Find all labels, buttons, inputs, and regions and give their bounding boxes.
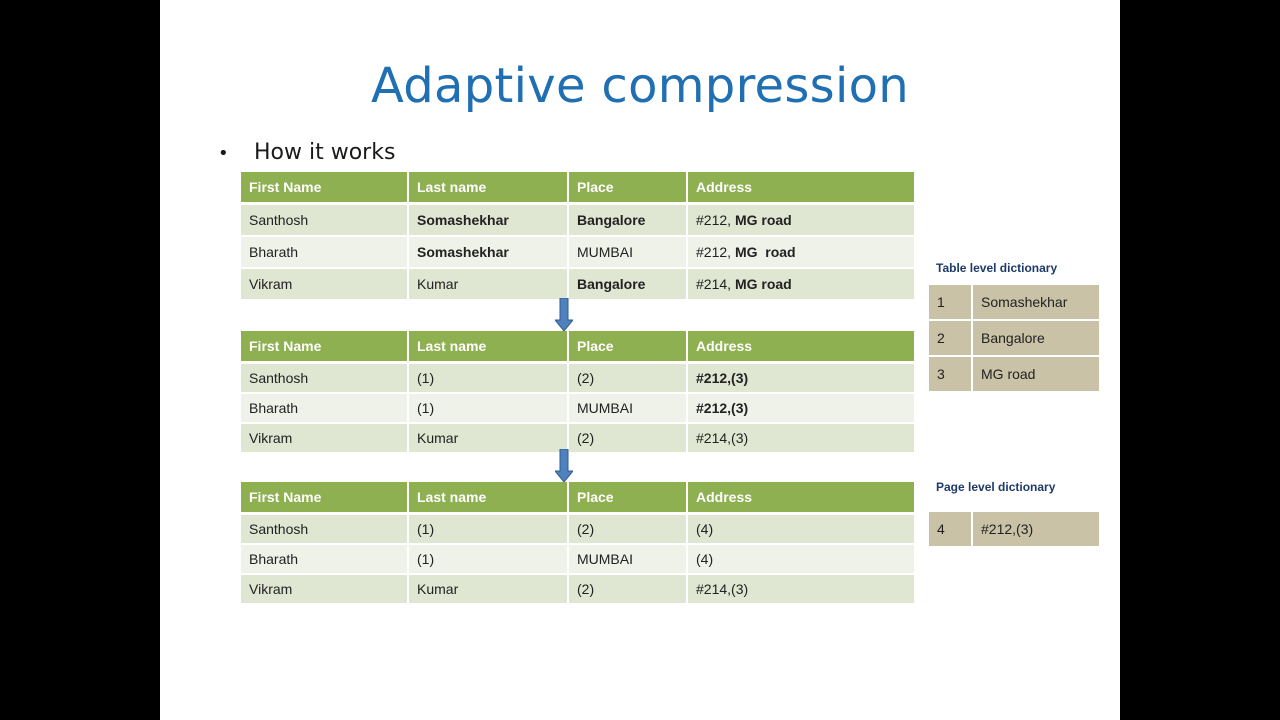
table-dictionary-label: Table level dictionary bbox=[936, 261, 1058, 275]
address-street: MG road bbox=[734, 212, 792, 228]
dictionary-value: MG road bbox=[973, 357, 1099, 391]
dictionary-row bbox=[929, 512, 1099, 546]
table-cell: Somashekhar bbox=[409, 237, 567, 269]
slide bbox=[160, 0, 1120, 720]
table-header-row bbox=[241, 172, 914, 205]
table-cell: Bangalore bbox=[569, 269, 686, 301]
column-header: Place bbox=[569, 482, 686, 515]
table-cell: (1) bbox=[409, 545, 567, 575]
table-header-row bbox=[241, 482, 914, 515]
address-street: MG road bbox=[734, 244, 796, 260]
dictionary-value: #212,(3) bbox=[973, 512, 1099, 546]
table-row bbox=[241, 394, 914, 424]
column-header: First Name bbox=[241, 172, 407, 205]
table-cell: (2) bbox=[569, 575, 686, 605]
column-header: First Name bbox=[241, 331, 407, 364]
bullet-dot-icon: • bbox=[218, 143, 229, 164]
table-cell: Kumar bbox=[409, 575, 567, 605]
column-header: Address bbox=[688, 482, 914, 515]
table-cell: (4) bbox=[688, 545, 914, 575]
dictionary-row bbox=[929, 285, 1099, 319]
down-arrow-icon bbox=[555, 298, 573, 332]
table-row bbox=[241, 424, 914, 454]
original-table bbox=[239, 172, 916, 301]
table-cell: Kumar bbox=[409, 424, 567, 454]
column-header: Address bbox=[688, 172, 914, 205]
column-header: Place bbox=[569, 172, 686, 205]
bullet-item bbox=[218, 140, 395, 165]
table-cell: Bharath bbox=[241, 237, 407, 269]
table-cell bbox=[688, 269, 914, 301]
dictionary-row bbox=[929, 321, 1099, 355]
address-number: #214, bbox=[696, 276, 735, 292]
column-header: First Name bbox=[241, 482, 407, 515]
table-cell: Vikram bbox=[241, 575, 407, 605]
table-row bbox=[241, 545, 914, 575]
dictionary-value: Bangalore bbox=[973, 321, 1099, 355]
dictionary-key: 1 bbox=[929, 285, 971, 319]
table-cell bbox=[688, 237, 914, 269]
page-level-compressed-table bbox=[239, 482, 916, 605]
column-header: Place bbox=[569, 331, 686, 364]
table-row bbox=[241, 269, 914, 301]
address-number: #212, bbox=[696, 244, 735, 260]
table-cell: (1) bbox=[409, 394, 567, 424]
table-cell: Santhosh bbox=[241, 515, 407, 545]
table-row bbox=[241, 575, 914, 605]
address-number: #212, bbox=[696, 212, 735, 228]
column-header: Last name bbox=[409, 331, 567, 364]
page-dictionary bbox=[927, 510, 1101, 548]
page-dictionary-label: Page level dictionary bbox=[936, 480, 1056, 494]
dictionary-key: 2 bbox=[929, 321, 971, 355]
table-row bbox=[241, 364, 914, 394]
table-row bbox=[241, 237, 914, 269]
table-row bbox=[241, 205, 914, 237]
table-cell: (2) bbox=[569, 364, 686, 394]
table-cell: MUMBAI bbox=[569, 394, 686, 424]
table-cell: Somashekhar bbox=[409, 205, 567, 237]
slide-title: Adaptive compression bbox=[370, 58, 910, 114]
dictionary-key: 4 bbox=[929, 512, 971, 546]
table-cell: Santhosh bbox=[241, 205, 407, 237]
table-cell: (2) bbox=[569, 515, 686, 545]
table-cell: Bangalore bbox=[569, 205, 686, 237]
table-cell: #212,(3) bbox=[688, 364, 914, 394]
table-header-row bbox=[241, 331, 914, 364]
table-cell: Bharath bbox=[241, 545, 407, 575]
table-cell: (1) bbox=[409, 364, 567, 394]
address-street: MG road bbox=[734, 276, 792, 292]
table-cell: (4) bbox=[688, 515, 914, 545]
table-dictionary bbox=[927, 283, 1101, 393]
column-header: Address bbox=[688, 331, 914, 364]
table-cell: #214,(3) bbox=[688, 575, 914, 605]
table-cell: #212,(3) bbox=[688, 394, 914, 424]
column-header: Last name bbox=[409, 172, 567, 205]
dictionary-row bbox=[929, 357, 1099, 391]
table-cell: (1) bbox=[409, 515, 567, 545]
table-cell: Vikram bbox=[241, 424, 407, 454]
table-cell: #214,(3) bbox=[688, 424, 914, 454]
table-cell: (2) bbox=[569, 424, 686, 454]
table-cell bbox=[688, 205, 914, 237]
dictionary-value: Somashekhar bbox=[973, 285, 1099, 319]
table-cell: Vikram bbox=[241, 269, 407, 301]
column-header: Last name bbox=[409, 482, 567, 515]
table-cell: MUMBAI bbox=[569, 545, 686, 575]
table-cell: Santhosh bbox=[241, 364, 407, 394]
bullet-text: How it works bbox=[254, 140, 396, 165]
table-row bbox=[241, 515, 914, 545]
table-cell: Kumar bbox=[409, 269, 567, 301]
table-cell: Bharath bbox=[241, 394, 407, 424]
dictionary-key: 3 bbox=[929, 357, 971, 391]
table-level-compressed-table bbox=[239, 331, 916, 454]
down-arrow-icon bbox=[555, 449, 573, 483]
table-cell: MUMBAI bbox=[569, 237, 686, 269]
